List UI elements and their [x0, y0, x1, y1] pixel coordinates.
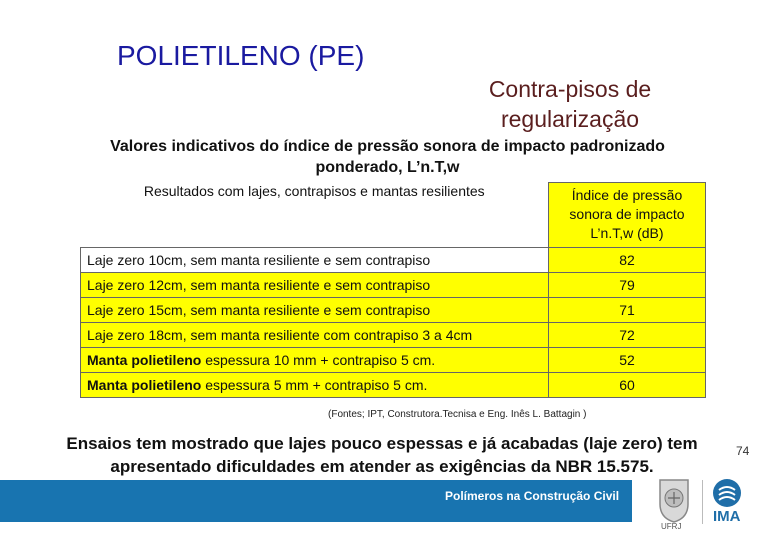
table-caption: Valores indicativos do índice de pressão sonora de impacto padronizado ponderado, L’n.T,w [110, 138, 665, 176]
row-value: 60 [549, 372, 706, 397]
impact-sound-table [80, 182, 706, 398]
row-value: 79 [549, 272, 706, 297]
row-label: Laje zero 10cm, sem manta resiliente e sem contrapiso [81, 247, 549, 272]
row-label-bold: Manta polietileno [87, 351, 202, 368]
row-value: 82 [549, 247, 706, 272]
page-number: 74 [736, 444, 750, 458]
row-value: 71 [549, 297, 706, 322]
table-header-row [81, 183, 706, 248]
table-row [81, 297, 706, 322]
row-label: Laje zero 12cm, sem manta resiliente e sem contrapiso [81, 272, 549, 297]
slide-subtitle: Contra-pisos de regularização [488, 76, 652, 132]
row-label-bold: Manta polietileno [87, 376, 202, 393]
table-row [81, 347, 706, 372]
footer-band-text: Polímeros na Construção Civil [445, 489, 620, 503]
table-row [81, 247, 706, 272]
source-note: (Fontes; IPT, Construtora.Tecnisa e Eng. Inês L. Battagin ) [328, 409, 587, 420]
logo-divider [702, 480, 703, 524]
ufrj-logo-text: UFRJ [661, 522, 682, 531]
ima-logo-icon [712, 478, 742, 508]
slide-title: POLIETILENO (PE) [117, 40, 365, 71]
table-row [81, 272, 706, 297]
row-label [81, 347, 549, 372]
table-row [81, 372, 706, 397]
header-results: Resultados com lajes, contrapisos e mantas resilientes [143, 182, 485, 199]
row-label: Laje zero 18cm, sem manta resiliente com contrapiso 3 a 4cm [81, 322, 549, 347]
ufrj-logo-icon [656, 478, 692, 524]
row-label: Laje zero 15cm, sem manta resiliente e sem contrapiso [81, 297, 549, 322]
row-label [81, 372, 549, 397]
row-label-rest: espessura 10 mm + contrapiso 5 cm. [201, 351, 436, 368]
row-value: 72 [549, 322, 706, 347]
table-row [81, 322, 706, 347]
row-label-rest: espessura 5 mm + contrapiso 5 cm. [201, 376, 428, 393]
conclusion-text: Ensaios tem mostrado que lajes pouco espessas e já acabadas (laje zero) tem apresentado dificuldades em atender as exigências da NBR 15.575. [66, 434, 698, 476]
ima-logo-text: IMA [713, 508, 741, 525]
row-value: 52 [549, 347, 706, 372]
header-index: Índice de pressão sonora de impacto L’n.T,w (dB) [549, 183, 706, 248]
